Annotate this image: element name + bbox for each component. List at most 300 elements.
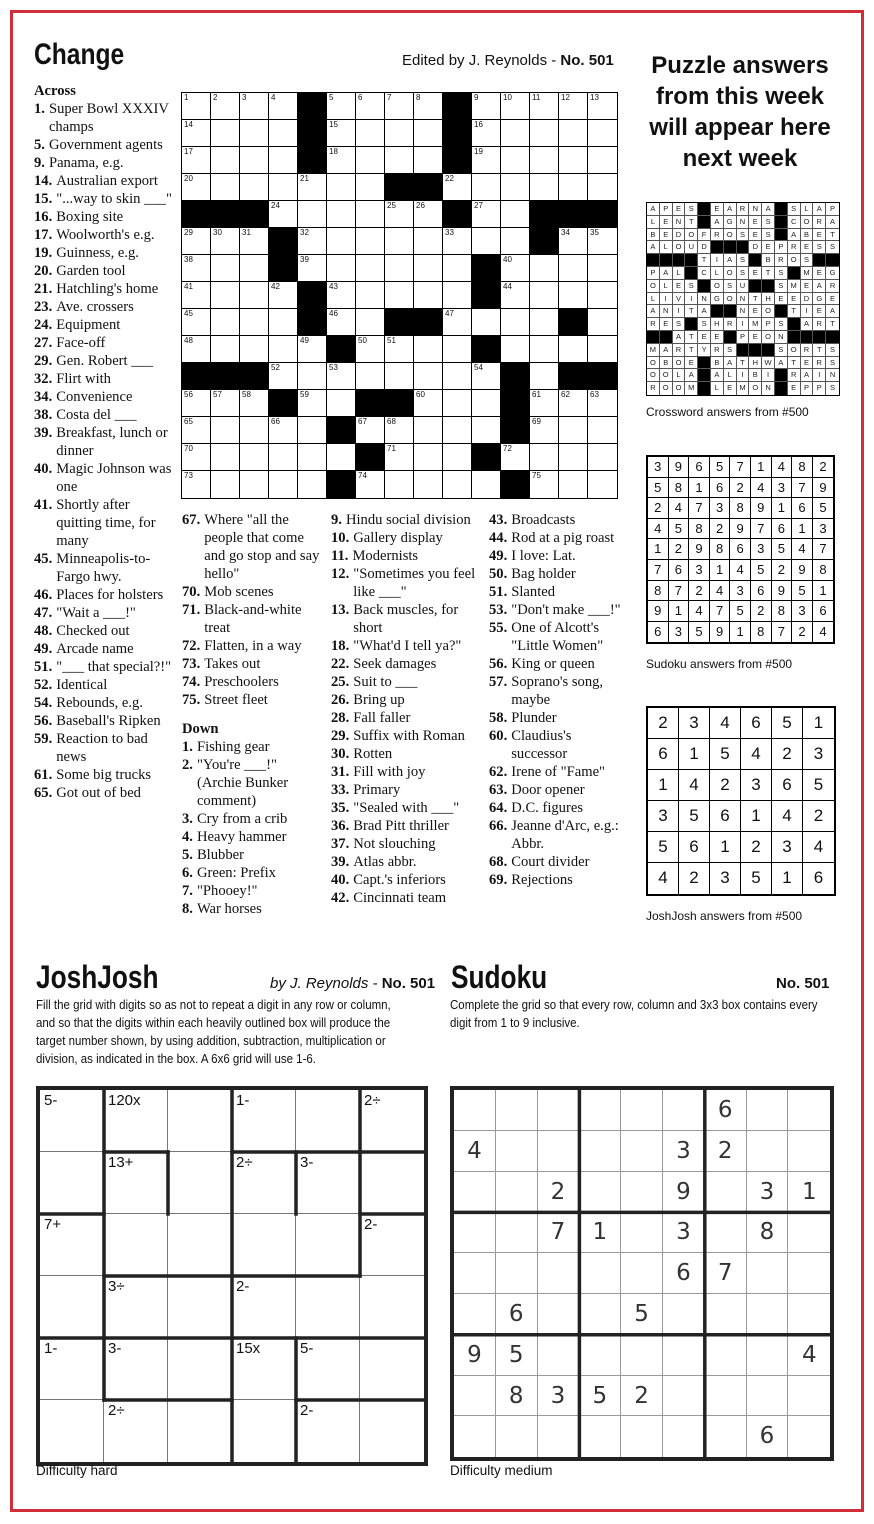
crossword-cell[interactable] — [472, 201, 501, 228]
crossword-cell[interactable] — [443, 228, 472, 255]
clue — [34, 316, 174, 334]
crossword-cell[interactable] — [211, 228, 240, 255]
clue — [182, 828, 324, 846]
crossword-cell[interactable] — [501, 120, 530, 147]
joshjosh-answer-cell: 4 — [710, 708, 741, 739]
crossword-cell[interactable] — [501, 444, 530, 471]
crossword-cell[interactable] — [414, 93, 443, 120]
crossword-cell[interactable] — [559, 282, 588, 309]
sudoku-answer-cell: 6 — [648, 622, 669, 643]
sudoku-answer-cell: 3 — [751, 539, 772, 560]
crossword-cell[interactable] — [588, 471, 617, 498]
crossword-cell[interactable] — [269, 120, 298, 147]
joshjosh-answer-cell: 1 — [772, 863, 803, 894]
crossword-cell[interactable] — [269, 363, 298, 390]
crossword-cell[interactable] — [356, 309, 385, 336]
clue-text: "Wait a ___!" — [56, 605, 136, 621]
crossword-cell[interactable] — [269, 282, 298, 309]
joshjosh-answer-cell: 4 — [772, 801, 803, 832]
answer-block — [775, 229, 788, 242]
crossword-cell[interactable] — [298, 417, 327, 444]
crossword-cell[interactable] — [356, 120, 385, 147]
crossword-cell[interactable] — [356, 471, 385, 498]
crossword-cell[interactable] — [385, 93, 414, 120]
clue-text: Baseball's Ripken — [56, 713, 161, 729]
crossword-cell[interactable] — [443, 255, 472, 282]
crossword-block — [414, 309, 443, 336]
crossword-cell[interactable] — [211, 417, 240, 444]
crossword-cell[interactable] — [559, 147, 588, 174]
crossword-cell[interactable] — [356, 282, 385, 309]
crossword-cell[interactable] — [356, 336, 385, 363]
answer-letter: A — [724, 203, 737, 216]
clue — [34, 208, 174, 226]
crossword-cell[interactable] — [240, 93, 269, 120]
answer-letter: D — [749, 241, 762, 254]
crossword-cell[interactable] — [530, 471, 559, 498]
crossword-cell[interactable] — [240, 228, 269, 255]
answer-letter: A — [826, 216, 839, 229]
crossword-cell[interactable] — [443, 471, 472, 498]
clue-text: Heavy hammer — [196, 829, 287, 845]
clue-num: 21. — [34, 281, 53, 297]
crossword-cell[interactable] — [501, 282, 530, 309]
crossword-cell[interactable] — [588, 228, 617, 255]
answer-letter: O — [762, 331, 775, 344]
crossword-cell[interactable] — [385, 147, 414, 174]
answer-block — [775, 369, 788, 382]
crossword-cell[interactable] — [443, 444, 472, 471]
crossword-cell[interactable] — [530, 255, 559, 282]
clue-number: 75 — [532, 471, 541, 480]
clue-num: 29. — [34, 353, 53, 369]
crossword-cell[interactable] — [530, 417, 559, 444]
crossword-cell[interactable] — [385, 201, 414, 228]
crossword-cell[interactable] — [269, 336, 298, 363]
joshjosh-answer-cell: 6 — [679, 832, 710, 863]
crossword-cell[interactable] — [501, 336, 530, 363]
clue-text: Bag holder — [511, 566, 576, 582]
crossword-cell[interactable] — [559, 120, 588, 147]
crossword-cell[interactable] — [298, 363, 327, 390]
crossword-block — [385, 390, 414, 417]
answer-letter: N — [673, 216, 686, 229]
crossword-cell[interactable] — [588, 147, 617, 174]
crossword-cell[interactable] — [385, 120, 414, 147]
crossword-cell[interactable] — [414, 282, 443, 309]
crossword-cell[interactable] — [414, 390, 443, 417]
crossword-cell[interactable] — [443, 417, 472, 444]
crossword-cell[interactable] — [414, 147, 443, 174]
sudoku-answer-cell: 6 — [813, 601, 834, 622]
crossword-cell[interactable] — [530, 336, 559, 363]
sudoku-answer-cell: 4 — [710, 581, 731, 602]
crossword-cell[interactable] — [240, 255, 269, 282]
answer-letter: E — [788, 293, 801, 306]
crossword-cell[interactable] — [559, 471, 588, 498]
crossword-cell[interactable] — [327, 228, 356, 255]
crossword-cell[interactable] — [182, 471, 211, 498]
clue — [331, 835, 487, 853]
crossword-cell[interactable] — [472, 390, 501, 417]
answer-letter: S — [801, 254, 814, 267]
crossword-cell[interactable] — [298, 471, 327, 498]
crossword-cell[interactable] — [443, 174, 472, 201]
clue-num: 1. — [182, 739, 193, 755]
crossword-cell[interactable] — [414, 201, 443, 228]
crossword-cell[interactable] — [443, 363, 472, 390]
crossword-cell[interactable] — [559, 174, 588, 201]
crossword-cell[interactable] — [530, 147, 559, 174]
crossword-cell[interactable] — [327, 174, 356, 201]
sudoku-answer-cell: 6 — [669, 560, 690, 581]
crossword-cell[interactable] — [211, 390, 240, 417]
crossword-cell[interactable] — [240, 444, 269, 471]
crossword-cell[interactable] — [472, 471, 501, 498]
sudoku-answer-cell: 6 — [689, 457, 710, 478]
sudoku-answer-cell: 5 — [772, 539, 793, 560]
crossword-cell[interactable] — [269, 147, 298, 174]
crossword-cell[interactable] — [182, 309, 211, 336]
crossword-cell[interactable] — [240, 174, 269, 201]
crossword-cell[interactable] — [327, 390, 356, 417]
crossword-cell[interactable] — [211, 174, 240, 201]
crossword-cell[interactable] — [501, 228, 530, 255]
sudoku-given: 2 — [621, 1376, 663, 1417]
down-column-3 — [331, 511, 487, 907]
crossword-cell[interactable] — [356, 228, 385, 255]
clue-number: 38 — [184, 255, 193, 264]
sudoku-answer-cell: 9 — [813, 478, 834, 499]
crossword-cell[interactable] — [182, 174, 211, 201]
sudoku-given: 8 — [496, 1376, 538, 1417]
clue-number: 32 — [300, 228, 309, 237]
crossword-cell[interactable] — [182, 417, 211, 444]
clue — [34, 280, 174, 298]
crossword-cell[interactable] — [298, 444, 327, 471]
crossword-cell[interactable] — [211, 444, 240, 471]
clue-text: Equipment — [56, 317, 121, 333]
clue-text: Broadcasts — [511, 512, 576, 528]
crossword-cell[interactable] — [530, 309, 559, 336]
crossword-cell[interactable] — [182, 282, 211, 309]
clue-num: 44. — [489, 530, 508, 546]
sudoku-answer-cell: 6 — [710, 478, 731, 499]
crossword-cell[interactable] — [472, 93, 501, 120]
crossword-cell[interactable] — [182, 390, 211, 417]
crossword-cell[interactable] — [182, 228, 211, 255]
crossword-block — [356, 444, 385, 471]
crossword-cell[interactable] — [240, 390, 269, 417]
crossword-cell[interactable] — [240, 309, 269, 336]
joshjosh-answer-cell: 1 — [679, 739, 710, 770]
clue-number: 31 — [242, 228, 251, 237]
crossword-cell[interactable] — [211, 282, 240, 309]
crossword-cell[interactable] — [269, 174, 298, 201]
answer-letter: N — [737, 293, 750, 306]
answer-letter: S — [685, 280, 698, 293]
crossword-cell[interactable] — [501, 174, 530, 201]
clue-number: 5 — [329, 93, 334, 102]
answer-letter: G — [826, 267, 839, 280]
crossword-cell[interactable] — [298, 390, 327, 417]
answer-block — [749, 254, 762, 267]
crossword-cell[interactable] — [530, 174, 559, 201]
answer-block — [826, 254, 839, 267]
crossword-cell[interactable] — [501, 147, 530, 174]
clue — [34, 244, 174, 262]
crossword-block — [327, 336, 356, 363]
crossword-block — [269, 255, 298, 282]
crossword-cell[interactable] — [356, 147, 385, 174]
crossword-cell[interactable] — [327, 201, 356, 228]
crossword-cell[interactable] — [559, 228, 588, 255]
crossword-cell[interactable] — [501, 255, 530, 282]
crossword-cell[interactable] — [211, 147, 240, 174]
crossword-cell[interactable] — [588, 444, 617, 471]
crossword-cell[interactable] — [530, 282, 559, 309]
crossword-cell[interactable] — [559, 444, 588, 471]
crossword-cell[interactable] — [327, 444, 356, 471]
crossword-cell[interactable] — [298, 228, 327, 255]
crossword-cell[interactable] — [269, 309, 298, 336]
crossword-cell[interactable] — [298, 174, 327, 201]
answer-letter: L — [724, 369, 737, 382]
answer-block — [673, 254, 686, 267]
crossword-cell[interactable] — [298, 201, 327, 228]
answer-letter: O — [788, 254, 801, 267]
crossword-cell[interactable] — [385, 336, 414, 363]
crossword-cell[interactable] — [588, 282, 617, 309]
clue — [34, 334, 174, 352]
crossword-cell[interactable] — [269, 93, 298, 120]
crossword-cell[interactable] — [414, 120, 443, 147]
clue-num: 40. — [331, 872, 350, 888]
crossword-cell[interactable] — [414, 444, 443, 471]
crossword-cell[interactable] — [414, 336, 443, 363]
crossword-cell[interactable] — [298, 255, 327, 282]
crossword-cell[interactable] — [385, 417, 414, 444]
crossword-cell[interactable] — [211, 336, 240, 363]
down-column-4 — [489, 511, 624, 889]
crossword-cell[interactable] — [559, 417, 588, 444]
crossword-cell[interactable] — [385, 444, 414, 471]
sudoku-answer-cell: 2 — [689, 581, 710, 602]
crossword-cell[interactable] — [385, 228, 414, 255]
crossword-cell[interactable] — [327, 93, 356, 120]
crossword-cell[interactable] — [443, 282, 472, 309]
crossword-byline — [402, 52, 614, 69]
sudoku-answer-cell: 4 — [689, 601, 710, 622]
sudoku-answer-cell: 2 — [792, 622, 813, 643]
crossword-cell[interactable] — [385, 282, 414, 309]
crossword-cell[interactable] — [356, 417, 385, 444]
joshjosh-answer-cell: 2 — [741, 832, 772, 863]
crossword-cell[interactable] — [588, 120, 617, 147]
crossword-cell[interactable] — [414, 255, 443, 282]
crossword-cell[interactable] — [356, 93, 385, 120]
crossword-cell[interactable] — [327, 147, 356, 174]
crossword-cell[interactable] — [182, 444, 211, 471]
joshjosh-answer-cell: 3 — [710, 863, 741, 894]
crossword-cell[interactable] — [472, 309, 501, 336]
clue-number: 58 — [242, 390, 251, 399]
answer-letter: L — [660, 280, 673, 293]
clue-num: 31. — [331, 764, 350, 780]
crossword-cell[interactable] — [211, 471, 240, 498]
crossword-block — [385, 174, 414, 201]
crossword-cell[interactable] — [356, 255, 385, 282]
sudoku-answer-cell: 3 — [772, 478, 793, 499]
crossword-cell[interactable] — [588, 309, 617, 336]
crossword-cell[interactable] — [182, 147, 211, 174]
crossword-cell[interactable] — [588, 417, 617, 444]
crossword-cell[interactable] — [269, 444, 298, 471]
crossword-cell[interactable] — [472, 174, 501, 201]
crossword-cell[interactable] — [211, 120, 240, 147]
clue-text: Suffix with Roman — [353, 728, 465, 744]
crossword-cell[interactable] — [269, 201, 298, 228]
answer-block — [698, 369, 711, 382]
clue-num: 39. — [34, 425, 53, 441]
crossword-cell[interactable] — [240, 282, 269, 309]
answer-block — [775, 203, 788, 216]
clue — [34, 784, 174, 802]
answer-letter: O — [673, 382, 686, 395]
crossword-cell[interactable] — [414, 228, 443, 255]
clue — [34, 676, 174, 694]
crossword-cell[interactable] — [182, 93, 211, 120]
answer-letter: E — [749, 229, 762, 242]
answer-letter: A — [724, 254, 737, 267]
crossword-cell[interactable] — [211, 93, 240, 120]
crossword-cell[interactable] — [501, 93, 530, 120]
sudoku-instructions: Complete the grid so that every row, column and 3x3 box contains every digit from 1 to 9 inclusive. — [450, 998, 818, 1030]
crossword-cell[interactable] — [588, 93, 617, 120]
crossword-cell[interactable] — [356, 174, 385, 201]
clue-num: 51. — [34, 659, 53, 675]
crossword-cell[interactable] — [182, 120, 211, 147]
answer-letter: S — [762, 229, 775, 242]
answer-letter: T — [685, 331, 698, 344]
clue-text: "___ that special?!" — [56, 659, 172, 675]
crossword-cell[interactable] — [443, 390, 472, 417]
crossword-cell[interactable] — [501, 201, 530, 228]
answer-block — [749, 344, 762, 357]
crossword-cell[interactable] — [530, 444, 559, 471]
crossword-cell[interactable] — [327, 309, 356, 336]
answer-letter: O — [685, 229, 698, 242]
clue-num: 30. — [331, 746, 350, 762]
crossword-cell[interactable] — [356, 363, 385, 390]
crossword-cell[interactable] — [356, 201, 385, 228]
answer-block — [685, 318, 698, 331]
answer-letter: R — [673, 344, 686, 357]
crossword-cell[interactable] — [530, 120, 559, 147]
crossword-cell[interactable] — [472, 120, 501, 147]
crossword-cell[interactable] — [588, 174, 617, 201]
crossword-cell[interactable] — [443, 336, 472, 363]
crossword-cell[interactable] — [327, 120, 356, 147]
crossword-cell[interactable] — [211, 255, 240, 282]
crossword-cell[interactable] — [211, 309, 240, 336]
answer-letter: R — [737, 203, 750, 216]
crossword-cell[interactable] — [182, 336, 211, 363]
crossword-cell[interactable] — [385, 471, 414, 498]
crossword-cell[interactable] — [530, 363, 559, 390]
crossword-cell[interactable] — [385, 363, 414, 390]
crossword-cell[interactable] — [530, 390, 559, 417]
crossword-cell[interactable] — [240, 147, 269, 174]
crossword-cell[interactable] — [501, 309, 530, 336]
crossword-cell[interactable] — [327, 255, 356, 282]
crossword-cell[interactable] — [240, 120, 269, 147]
crossword-cell[interactable] — [559, 336, 588, 363]
crossword-cell[interactable] — [240, 417, 269, 444]
crossword-cell[interactable] — [472, 417, 501, 444]
crossword-cell[interactable] — [559, 390, 588, 417]
joshjosh-author: by J. Reynolds - — [270, 975, 382, 992]
answer-letter: E — [826, 293, 839, 306]
answer-letter: M — [788, 280, 801, 293]
crossword-cell[interactable] — [472, 363, 501, 390]
crossword-cell[interactable] — [240, 471, 269, 498]
crossword-cell[interactable] — [385, 255, 414, 282]
crossword-cell[interactable] — [298, 336, 327, 363]
joshjosh-answer-cell: 6 — [772, 770, 803, 801]
crossword-cell[interactable] — [588, 255, 617, 282]
crossword-cell[interactable] — [240, 336, 269, 363]
clue-num: 2. — [182, 757, 193, 773]
clue-text: Rebounds, e.g. — [56, 695, 143, 711]
sudoku-answer-cell: 6 — [792, 498, 813, 519]
clue — [182, 655, 324, 673]
crossword-cell[interactable] — [443, 309, 472, 336]
clue-number: 71 — [387, 444, 396, 453]
crossword-cell[interactable] — [414, 363, 443, 390]
crossword-cell[interactable] — [559, 255, 588, 282]
sudoku-answer-cell: 8 — [772, 601, 793, 622]
answer-letter: A — [826, 305, 839, 318]
crossword-cell[interactable] — [559, 93, 588, 120]
crossword-cell[interactable] — [588, 390, 617, 417]
clue — [489, 799, 624, 817]
crossword-cell[interactable] — [472, 228, 501, 255]
clue — [331, 565, 487, 601]
answer-letter: L — [711, 382, 724, 395]
crossword-cell[interactable] — [327, 363, 356, 390]
crossword-block — [443, 93, 472, 120]
answer-letter: Y — [698, 344, 711, 357]
crossword-cell[interactable] — [414, 471, 443, 498]
crossword-cell[interactable] — [182, 255, 211, 282]
crossword-block — [240, 363, 269, 390]
clue — [34, 226, 174, 244]
crossword-cell[interactable] — [530, 93, 559, 120]
answer-letter: B — [647, 229, 660, 242]
crossword-cell[interactable] — [269, 417, 298, 444]
sudoku-answer-cell: 5 — [648, 478, 669, 499]
answer-letter: P — [826, 203, 839, 216]
crossword-cell[interactable] — [414, 417, 443, 444]
crossword-cell[interactable] — [269, 471, 298, 498]
sudoku-given: 6 — [747, 1416, 789, 1457]
crossword-cell[interactable] — [588, 336, 617, 363]
clue — [489, 565, 624, 583]
crossword-cell[interactable] — [472, 147, 501, 174]
clue-number: 63 — [590, 390, 599, 399]
crossword-cell[interactable] — [327, 282, 356, 309]
